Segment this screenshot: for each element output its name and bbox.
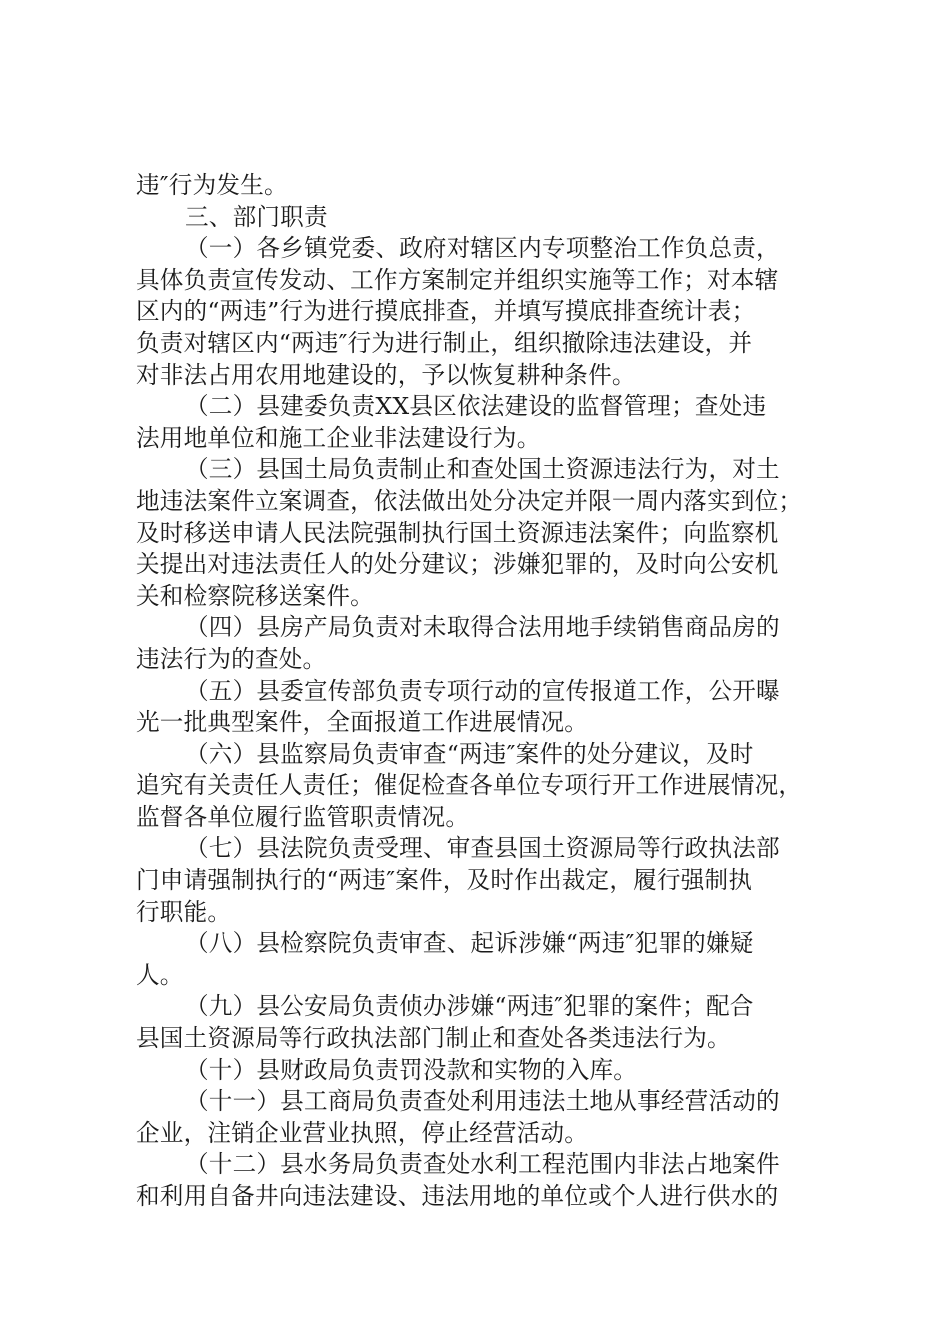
text-line: 光一批典型案件，全面报道工作进展情况。	[136, 708, 589, 737]
text-line: 地违法案件立案调查，依法做出处分决定并限一周内落实到位；	[136, 486, 803, 515]
text-line: 及时移送申请人民法院强制执行国土资源违法案件；向监察机	[136, 518, 779, 547]
text-line: （六）县监察局负责审查“两违″案件的处分建议，及时	[185, 739, 754, 768]
text-line: 关和检察院移送案件。	[136, 581, 374, 610]
text-line: 关提出对违法责任人的处分建议；涉嫌犯罪的，及时向公安机	[136, 550, 779, 579]
text-line: （四）县房产局负责对未取得合法用地手续销售商品房的	[185, 613, 780, 642]
text-line: （九）县公安局负责侦办涉嫌“两违″犯罪的案件；配合	[185, 992, 754, 1021]
text-line: 人。	[136, 960, 184, 989]
text-line: 追究有关责任人责任；催促检查各单位专项行开工作进展情况，	[136, 771, 803, 800]
text-line: （十）县财政局负责罚没款和实物的入库。	[185, 1055, 638, 1084]
text-line: （十一）县工商局负责查处利用违法土地从事经营活动的	[185, 1087, 780, 1116]
text-line: 法用地单位和施工企业非法建设行为。	[136, 423, 541, 452]
text-line: 县国土资源局等行政执法部门制止和查处各类违法行为。	[136, 1024, 731, 1053]
text-line: 门申请强制执行的“两违″案件，及时作出裁定，履行强制执	[136, 866, 753, 895]
text-line: 三、部门职责	[185, 202, 328, 231]
text-line: 和利用自备井向违法建设、违法用地的单位或个人进行供水的	[136, 1182, 779, 1210]
text-line: （十二）县水务局负责查处水利工程范围内非法占地案件	[185, 1150, 780, 1179]
text-line: （七）县法院负责受理、审查县国土资源局等行政执法部	[185, 834, 780, 863]
document-body	[136, 170, 826, 1213]
text-line: 企业，注销企业营业执照，停止经营活动。	[136, 1118, 589, 1147]
text-line: 监督各单位履行监管职责情况。	[136, 802, 470, 831]
text-line: （五）县委宣传部负责专项行动的宣传报道工作，公开曝	[185, 676, 780, 705]
text-line: 对非法占用农用地建设的，予以恢复耕种条件。	[136, 360, 636, 389]
text-line: （二）县建委负责XX县区依法建设的监督管理；查处违	[185, 392, 767, 421]
text-line: 具体负责宣传发动、工作方案制定并组织实施等工作；对本辖	[136, 265, 779, 294]
text-line: 区内的“两违”行为进行摸底排查，并填写摸底排查统计表；	[136, 297, 756, 326]
text-line: 违″行为发生。	[136, 171, 288, 199]
text-line: （八）县检察院负责审查、起诉涉嫌“两违″犯罪的嫌疑	[185, 929, 754, 958]
text-line: （一）各乡镇党委、政府对辖区内专项整治工作负总责，	[185, 234, 780, 263]
text-line: （三）县国土局负责制止和查处国土资源违法行为，对土	[185, 455, 780, 484]
text-line: 行职能。	[136, 897, 232, 926]
text-line: 违法行为的查处。	[136, 644, 327, 673]
text-line: 负责对辖区内“两违″行为进行制止，组织撤除违法建设，并	[136, 328, 753, 357]
